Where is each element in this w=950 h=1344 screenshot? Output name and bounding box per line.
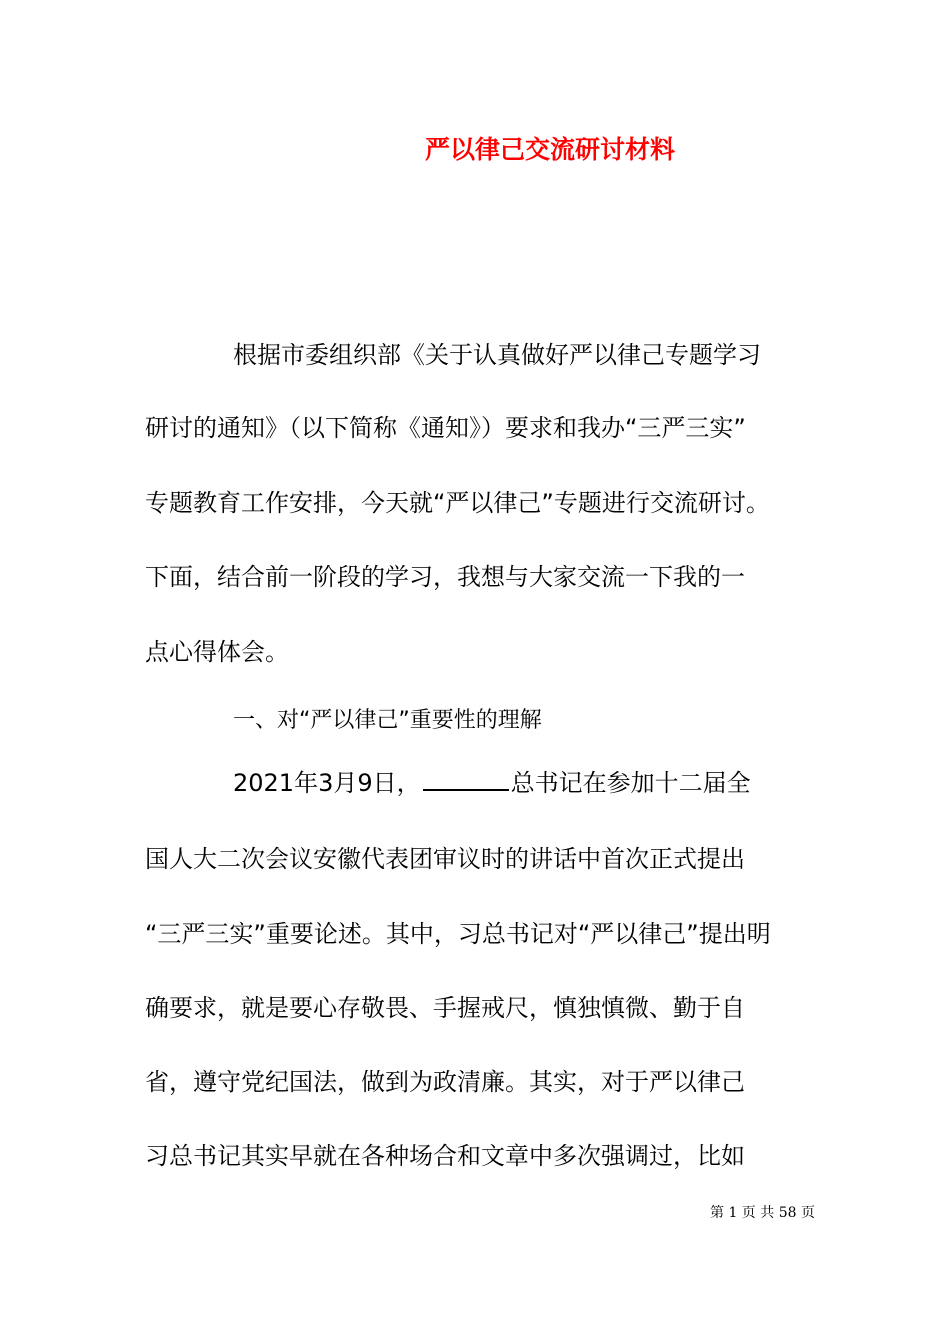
date-text: 2021年3月9日， xyxy=(233,769,421,797)
section-heading: 一、对“严以律己”重要性的理解 xyxy=(233,708,542,733)
paragraph-line: 下面，结合前一阶段的学习，我想与大家交流一下我的一 xyxy=(145,563,745,591)
paragraph-text: 总书记在参加十二届全 xyxy=(510,769,751,797)
document-title: 严以律己交流研讨材料 xyxy=(424,135,675,164)
paragraph-line: 省，遵守党纪国法，做到为政清廉。其实，对于严以律己 xyxy=(145,1068,745,1096)
paragraph-line: 习总书记其实早就在各种场合和文章中多次强调过，比如 xyxy=(145,1142,745,1170)
paragraph-line: 根据市委组织部《关于认真做好严以律己专题学习 xyxy=(233,341,761,369)
paragraph-line xyxy=(233,766,751,800)
paragraph-line: 研讨的通知》（以下简称《通知》）要求和我办“三严三实” xyxy=(145,414,746,442)
blank-underline xyxy=(423,769,509,791)
paragraph-line: 确要求，就是要心存敬畏、手握戒尺，慎独慎微、勤于自 xyxy=(145,994,745,1022)
paragraph-line: 国人大二次会议安徽代表团审议时的讲话中首次正式提出 xyxy=(145,845,745,873)
paragraph-line: 专题教育工作安排，今天就“严以律己”专题进行交流研讨。 xyxy=(145,489,770,517)
paragraph-line: “三严三实”重要论述。其中，习总书记对“严以律己”提出明 xyxy=(145,920,771,948)
paragraph-line: 点心得体会。 xyxy=(145,638,289,666)
page-footer: 第 1 页 共 58 页 xyxy=(710,1205,815,1221)
